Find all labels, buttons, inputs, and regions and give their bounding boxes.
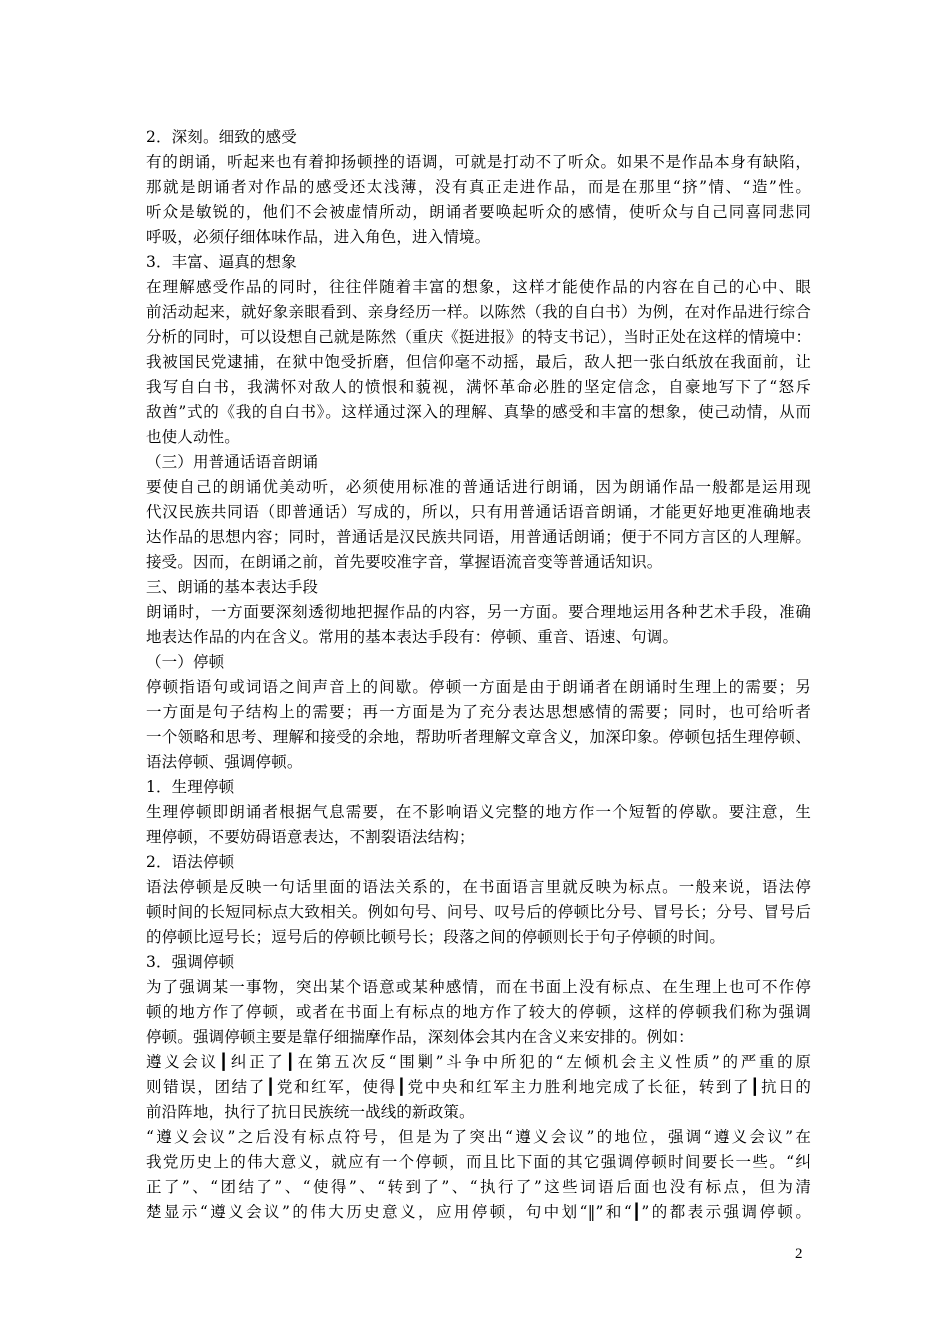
text-line: 楚显示“遵义会议”的伟大历史意义，应用停顿，句中划“‖”和“┃”的都表示强调停顿。 <box>146 1203 811 1221</box>
text-line: 停顿。强调停顿主要是靠仔细揣摩作品，深刻体会其内在含义来安排的。例如： <box>146 1028 694 1046</box>
text-line: 语法停顿是反映一句话里面的语法关系的，在书面语言里就反映为标点。一般来说，语法停 <box>146 878 811 896</box>
body-text <box>146 125 811 1225</box>
text-line: 顿的地方作了停顿，或者在书面上有标点的地方作了较大的停顿，这样的停顿我们称为强调 <box>146 1003 811 1021</box>
text-line: 理停顿，不要妨碍语意表达，不割裂语法结构； <box>146 828 475 846</box>
text-line: 达作品的思想内容；同时，普通话是汉民族共同语，用普通话朗诵；便于不同方言区的人理解。 <box>146 528 811 546</box>
text-line: 有的朗诵，听起来也有着抑扬顿挫的语调，可就是打动不了听众。如果不是作品本身有缺陷， <box>146 153 811 171</box>
text-line: 3．强调停顿 <box>146 953 235 971</box>
text-line: 三、朗诵的基本表达手段 <box>146 578 319 596</box>
text-line: 生理停顿即朗诵者根据气息需要，在不影响语义完整的地方作一个短暂的停歇。要注意，生 <box>146 803 811 821</box>
text-line: 正了”、“团结了”、“使得”、“转到了”、“执行了”这些词语后面也没有标点，但为清 <box>146 1178 811 1196</box>
text-line: 前沿阵地，执行了抗日民族统一战线的新政策。 <box>146 1103 475 1121</box>
text-line: 在理解感受作品的同时，往往伴随着丰富的想象，这样才能使作品的内容在自己的心中、眼 <box>146 278 811 296</box>
text-line: 为了强调某一事物，突出某个语意或某种感情，而在书面上没有标点、在生理上也可不作停 <box>146 978 811 996</box>
text-line: 地表达作品的内在含义。常用的基本表达手段有：停顿、重音、语速、句调。 <box>146 628 679 646</box>
text-line: 朗诵时，一方面要深刻透彻地把握作品的内容，另一方面。要合理地运用各种艺术手段，准确 <box>146 603 811 621</box>
text-line: 听众是敏锐的，他们不会被虚情所动，朗诵者要唤起听众的感情，使听众与自己同喜同悲同 <box>146 203 811 221</box>
text-line: 我党历史上的伟大意义，就应有一个停顿，而且比下面的其它强调停顿时间要长一些。“纠 <box>146 1153 811 1171</box>
text-line: 一个领略和思考、理解和接受的余地，帮助听者理解文章含义，加深印象。停顿包括生理停顿、 <box>146 728 811 746</box>
text-line: 前活动起来，就好象亲眼看到、亲身经历一样。以陈然（我的自白书）为例，在对作品进行综合 <box>146 303 811 321</box>
text-line: 也使人动性。 <box>146 428 240 446</box>
text-line: 那就是朗诵者对作品的感受还太浅薄，没有真正走进作品，而是在那里“挤”情、“造”性。 <box>146 178 811 196</box>
text-line: 呼吸，必须仔细体味作品，进入角色，进入情境。 <box>146 228 491 246</box>
text-line: 分析的同时，可以设想自己就是陈然（重庆《挺进报》的特支书记），当时正处在这样的情境中： <box>146 328 812 346</box>
text-line: 顿时间的长短同标点大致相关。例如句号、问号、叹号后的停顿比分号、冒号长；分号、冒号后 <box>146 903 811 921</box>
text-line: 的停顿比逗号长；逗号后的停顿比顿号长；段落之间的停顿则长于句子停顿的时间。 <box>146 928 726 946</box>
text-line: 2．语法停顿 <box>146 853 235 871</box>
text-line: 2．深刻。细致的感受 <box>146 128 297 146</box>
text-line: 1．生理停顿 <box>146 778 235 796</box>
text-line: 我写自白书，我满怀对敌人的愤恨和藐视，满怀革命必胜的坚定信念，自豪地写下了“怒斥 <box>146 378 811 396</box>
text-line: 代汉民族共同语（即普通话）写成的，所以，只有用普通话语音朗诵，才能更好地更准确地表 <box>146 503 811 521</box>
text-line: 要使自己的朗诵优美动听，必须使用标准的普通话进行朗诵，因为朗诵作品一般都是运用现 <box>146 478 811 496</box>
text-line: 则错误，团结了┃党和红军，使得┃党中央和红军主力胜利地完成了长征，转到了┃抗日的 <box>146 1078 811 1096</box>
text-line: 3．丰富、逼真的想象 <box>146 253 297 271</box>
text-line: 停顿指语句或词语之间声音上的间歇。停顿一方面是由于朗诵者在朗诵时生理上的需要；另 <box>146 678 811 696</box>
text-line: 一方面是句子结构上的需要；再一方面是为了充分表达思想感情的需要；同时，也可给听者 <box>146 703 811 721</box>
page-number: 2 <box>795 1246 803 1262</box>
text-line: 敌酋”式的《我的自白书》。这样通过深入的理解、真挚的感受和丰富的想象，使己动情，从而 <box>146 403 811 421</box>
text-line: 接受。因而，在朗诵之前，首先要咬准字音，掌握语流音变等普通话知识。 <box>146 553 663 571</box>
text-line: “遵义会议”之后没有标点符号，但是为了突出“遵义会议”的地位，强调“遵义会议”在 <box>146 1128 811 1146</box>
text-line: 遵义会议┃纠正了┃在第五次反“围剿”斗争中所犯的“左倾机会主义性质”的严重的原 <box>146 1053 811 1071</box>
text-line: （一）停顿 <box>146 653 225 671</box>
text-line: 语法停顿、强调停顿。 <box>146 753 303 771</box>
text-line: 我被国民党逮捕，在狱中饱受折磨，但信仰毫不动摇，最后，敌人把一张白纸放在我面前，让 <box>146 353 811 371</box>
text-line: （三）用普通话语音朗诵 <box>146 453 319 471</box>
